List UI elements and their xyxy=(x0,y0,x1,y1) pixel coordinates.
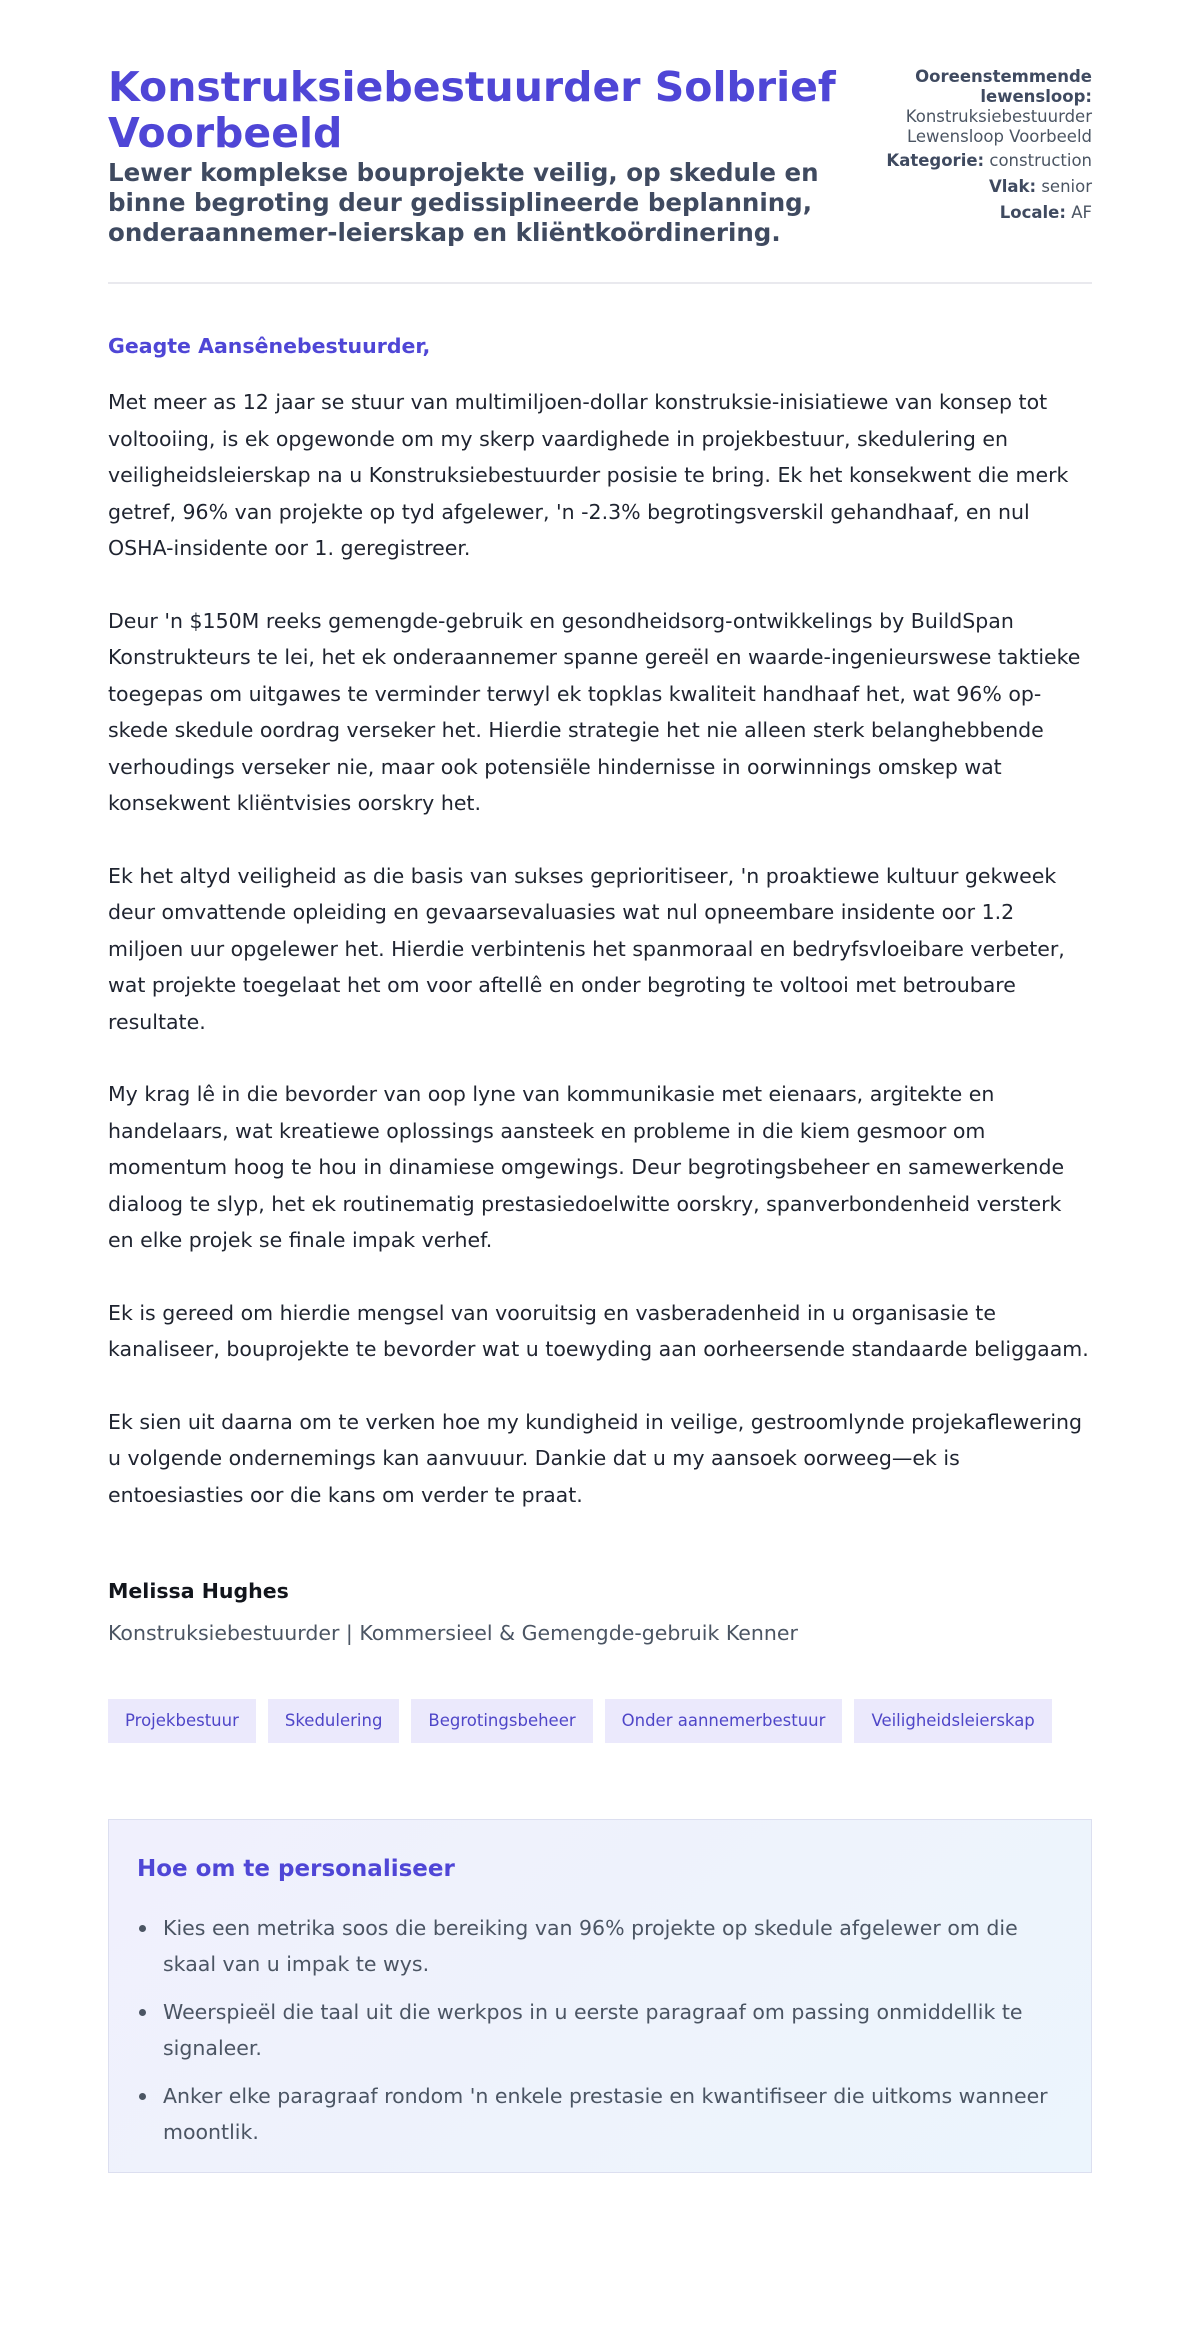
meta-category xyxy=(852,151,1092,171)
skill-tag-begrotingsbeheer: Begrotingsbeheer xyxy=(411,1699,592,1743)
tip-text: Weerspieël die taal uit die werkpos in u eerste paragraaf om passing onmiddellik te signaleer. xyxy=(163,2000,1023,2060)
letter-paragraph: Ek is gereed om hierdie mengsel van vooruitsig en vasberadenheid in u organisasie te kanaliseer, bouprojekte te bevorder wat u toewyding aan oorheersende standaarde beliggaam. xyxy=(108,1300,1089,1361)
meta-locale xyxy=(852,203,1092,223)
signature-title: Konstruksiebestuurder | Kommersieel & Gemengde-gebruik Kenner xyxy=(108,1621,798,1645)
skill-tag-veiligheidsleierskap: Veiligheidsleierskap xyxy=(854,1699,1051,1743)
skill-tags xyxy=(108,1699,1092,1743)
meta-category-value: construction xyxy=(989,151,1092,170)
meta-matching-resume-value: Konstruksiebestuurder Lewensloop Voorbeeld xyxy=(905,107,1092,146)
letter-paragraph: Met meer as 12 jaar se stuur van multimiljoen-dollar konstruksie-inisiatiewe van konsep tot voltooiing, is ek opgewonde om my skerp vaardighede in projekbestuur, skedulering en veiligheidsleierskap na u Konstruksiebestuurder posisie te bring. Ek het konsekwent die merk getref, 96% van projekte op tyd afgelewer, 'n -2.3% begrotingsverskil gehandhaaf, en nul OSHA-insidente oor 1. geregistreer. xyxy=(108,390,1069,560)
page-header xyxy=(108,64,1092,284)
skill-tag-projekbestuur: Projekbestuur xyxy=(108,1699,256,1743)
tip-text: Anker elke paragraaf rondom 'n enkele prestasie en kwantifiseer die uitkoms wanneer moontlik. xyxy=(163,2084,1048,2144)
letter-body xyxy=(108,284,1092,1513)
meta-level xyxy=(852,177,1092,197)
skill-tag-onder-aannemerbestuur: Onder aannemerbestuur xyxy=(605,1699,843,1743)
letter-greeting: Geagte Aansênebestuurder, xyxy=(108,334,431,358)
meta-level-value: senior xyxy=(1041,177,1092,196)
personalize-tips-list xyxy=(137,1910,1063,2150)
personalize-tips-title: Hoe om te personaliseer xyxy=(137,1856,455,1882)
letter-paragraph: Ek het altyd veiligheid as die basis van sukses geprioritiseer, 'n proaktiewe kultuur gekweek deur omvattende opleiding en gevaarsevaluasies wat nul opneembare insidente oor 1.2 miljoen uur opgelewer het. Hierdie verbintenis het spanmoraal en bedryfsvloeibare verbeter, wat projekte toegelaat het om voor aftellê en onder begroting te voltooi met betroubare resultate. xyxy=(108,863,1065,1034)
header-titles xyxy=(108,64,848,248)
meta-level-label: Vlak: xyxy=(988,177,1037,196)
personalize-tips-box xyxy=(108,1819,1092,2173)
meta-locale-label: Locale: xyxy=(999,203,1066,222)
skill-tag-skedulering: Skedulering xyxy=(268,1699,400,1743)
list-item xyxy=(137,1994,1063,2066)
bullet-icon xyxy=(139,2093,146,2100)
meta-category-label: Kategorie: xyxy=(886,151,985,170)
letter-paragraph: My krag lê in die bevorder van oop lyne van kommunikasie met eienaars, argitekte en handelaars, wat kreatiewe oplossings aansteek en probleme in die kiem gesmoor om momentum hoog te hou in dinamiese omgewings. Deur begrotingsbeheer en samewerkende dialoog te slyp, het ek routinematig prestasiedoelwitte oorskry, spanverbondenheid versterk en elke projek se finale impak verhef. xyxy=(108,1082,1065,1252)
meta-matching-resume xyxy=(852,67,1092,147)
meta-locale-value: AF xyxy=(1071,203,1092,222)
signature-block xyxy=(108,1577,1092,1647)
bullet-icon xyxy=(139,2009,146,2016)
page-subtitle: Lewer komplekse bouprojekte veilig, op skedule en binne begroting deur gedissiplineerde beplanning, onderaannemer-leierskap en kliëntkoördinering. xyxy=(108,158,819,247)
letter-paragraph: Ek sien uit daarna om te verken hoe my kundigheid in veilige, gestroomlynde projekaflewering u volgende ondernemings kan aanvuuur. Dankie dat u my aansoek oorweeg—ek is entoesiasties oor die kans om verder te praat. xyxy=(108,1409,1083,1507)
bullet-icon xyxy=(139,1925,146,1932)
tip-text: Kies een metrika soos die bereiking van 96% projekte op skedule afgelewer om die skaal van u impak te wys. xyxy=(163,1916,1018,1976)
signature-name: Melissa Hughes xyxy=(108,1579,289,1603)
letter-paragraph: Deur 'n $150M reeks gemengde-gebruik en gesondheidsorg-ontwikkelings by BuildSpan Konstrukteurs te lei, het ek onderaannemer spanne gereël en waarde-ingenieurswese taktieke toegepas om uitgawes te verminder terwyl ek topklas kwaliteit handhaaf het, wat 96% op-skede skedule oordrag verseker het. Hierdie strategie het nie alleen sterk belanghebbende verhoudings verseker nie, maar ook potensiële hindernisse in oorwinnings omskep wat konsekwent kliëntvisies oorskry het. xyxy=(108,608,1081,815)
list-item xyxy=(137,1910,1063,1982)
meta-matching-resume-label: Ooreenstemmende lewensloop: xyxy=(915,67,1092,106)
page-title: Konstruksiebestuurder Solbrief Voorbeeld xyxy=(108,63,836,157)
meta-panel xyxy=(852,67,1092,229)
list-item xyxy=(137,2078,1063,2150)
